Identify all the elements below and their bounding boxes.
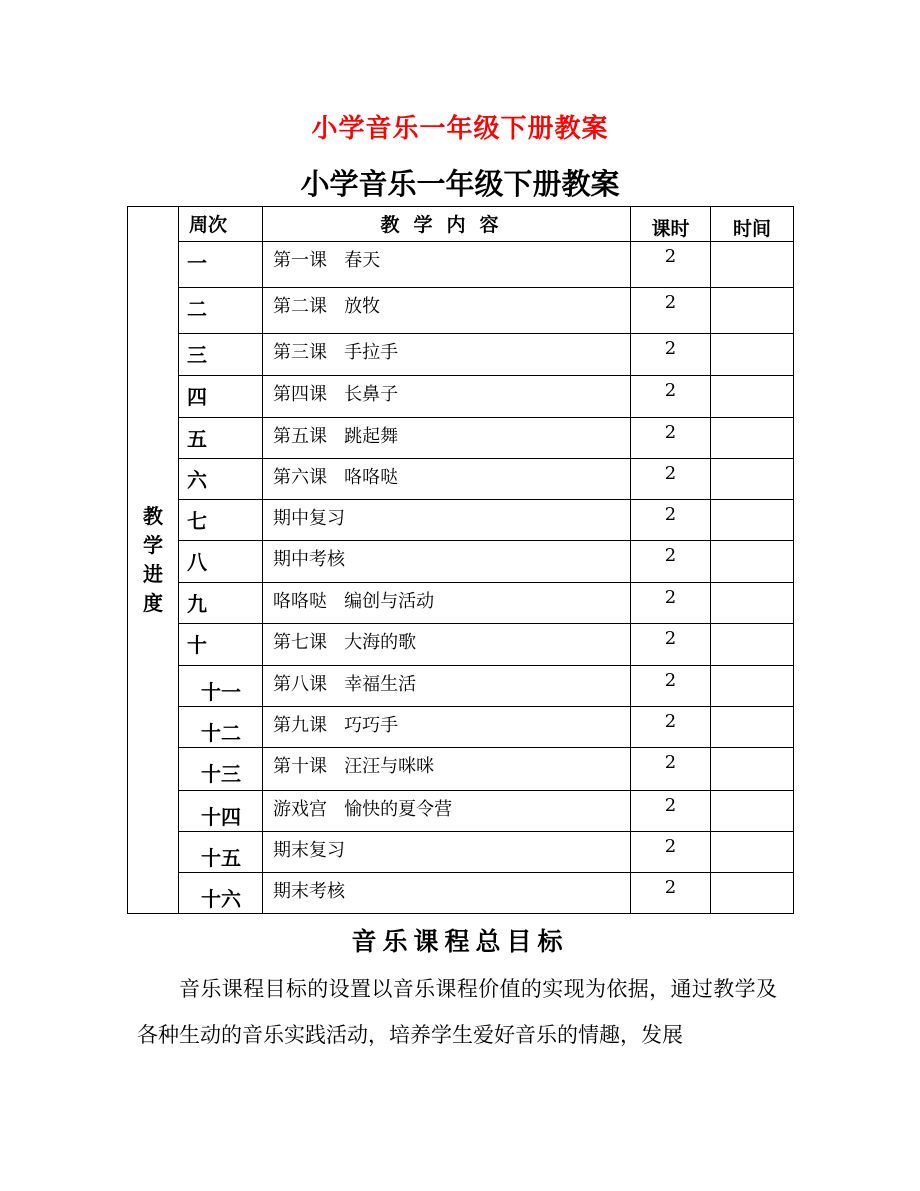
- section-title: 音乐课程总目标: [351, 927, 569, 956]
- table-row: [128, 748, 794, 790]
- content-cell: 咯咯哒 编创与活动: [263, 583, 631, 624]
- content-cell: 第十课 汪汪与咪咪: [263, 748, 631, 790]
- time-cell: [711, 666, 794, 707]
- time-cell: [711, 831, 794, 872]
- hours-cell: 2: [631, 872, 711, 913]
- table-row: [128, 242, 794, 288]
- table-row: [128, 707, 794, 748]
- table-row: [128, 583, 794, 624]
- content-cell: 第五课 跳起舞: [263, 417, 631, 458]
- table-row: [128, 417, 794, 458]
- content-cell: 第三课 手拉手: [263, 334, 631, 376]
- table-row: [128, 624, 794, 666]
- hours-cell: 2: [631, 334, 711, 376]
- week-cell: 十六: [179, 872, 263, 913]
- content-cell: 期中考核: [263, 540, 631, 582]
- time-cell: [711, 790, 794, 831]
- week-cell: 十一: [179, 666, 263, 707]
- header-hours: 课时: [631, 207, 711, 242]
- hours-cell: 2: [631, 583, 711, 624]
- content-cell: 期末考核: [263, 872, 631, 913]
- table-row: [128, 540, 794, 582]
- body-paragraph: 音乐课程目标的设置以音乐课程价值的实现为依据，通过教学及各种生动的音乐实践活动，培养学生爱好音乐的情趣，发展: [137, 977, 777, 1047]
- content-cell: 期中复习: [263, 499, 631, 540]
- table-row: [128, 790, 794, 831]
- table-row: [128, 376, 794, 417]
- time-cell: [711, 707, 794, 748]
- table-row: [128, 288, 794, 334]
- week-cell: 十: [179, 624, 263, 666]
- table-title: 小学音乐一年级下册教案: [300, 167, 620, 201]
- hours-cell: 2: [631, 417, 711, 458]
- table-row: [128, 334, 794, 376]
- time-cell: [711, 376, 794, 417]
- week-cell: 二: [179, 288, 263, 334]
- week-cell: 十四: [179, 790, 263, 831]
- table-row: [128, 499, 794, 540]
- table-row: [128, 872, 794, 913]
- time-cell: [711, 583, 794, 624]
- week-cell: 三: [179, 334, 263, 376]
- week-cell: 四: [179, 376, 263, 417]
- time-cell: [711, 499, 794, 540]
- time-cell: [711, 288, 794, 334]
- time-cell: [711, 872, 794, 913]
- hours-cell: 2: [631, 624, 711, 666]
- hours-cell: 2: [631, 831, 711, 872]
- content-cell: 第六课 咯咯哒: [263, 458, 631, 499]
- hours-cell: 2: [631, 288, 711, 334]
- teaching-progress-label: 教 学 进 度: [128, 207, 179, 914]
- header-time: 时间: [711, 207, 794, 242]
- week-cell: 八: [179, 540, 263, 582]
- week-cell: 七: [179, 499, 263, 540]
- week-cell: 一: [179, 242, 263, 288]
- time-cell: [711, 334, 794, 376]
- week-cell: 五: [179, 417, 263, 458]
- week-cell: 十三: [179, 748, 263, 790]
- document-red-title: 小学音乐一年级下册教案: [311, 114, 609, 144]
- content-cell: 第二课 放牧: [263, 288, 631, 334]
- content-cell: 第四课 长鼻子: [263, 376, 631, 417]
- time-cell: [711, 624, 794, 666]
- content-cell: 期末复习: [263, 831, 631, 872]
- content-cell: 第一课 春天: [263, 242, 631, 288]
- week-cell: 六: [179, 458, 263, 499]
- teaching-schedule-table: [127, 206, 794, 914]
- content-cell: 第八课 幸福生活: [263, 666, 631, 707]
- time-cell: [711, 748, 794, 790]
- content-cell: 第九课 巧巧手: [263, 707, 631, 748]
- table-header-row: [128, 207, 794, 242]
- time-cell: [711, 458, 794, 499]
- table-row: [128, 666, 794, 707]
- week-cell: 九: [179, 583, 263, 624]
- content-cell: 第七课 大海的歌: [263, 624, 631, 666]
- hours-cell: 2: [631, 540, 711, 582]
- hours-cell: 2: [631, 458, 711, 499]
- hours-cell: 2: [631, 790, 711, 831]
- header-content: 教学内容: [263, 207, 631, 242]
- time-cell: [711, 540, 794, 582]
- hours-cell: 2: [631, 748, 711, 790]
- week-cell: 十二: [179, 707, 263, 748]
- time-cell: [711, 242, 794, 288]
- hours-cell: 2: [631, 666, 711, 707]
- hours-cell: 2: [631, 707, 711, 748]
- table-row: [128, 831, 794, 872]
- content-cell: 游戏宫 愉快的夏令营: [263, 790, 631, 831]
- table-row: [128, 458, 794, 499]
- header-week: 周次: [179, 207, 263, 242]
- time-cell: [711, 417, 794, 458]
- hours-cell: 2: [631, 499, 711, 540]
- hours-cell: 2: [631, 242, 711, 288]
- hours-cell: 2: [631, 376, 711, 417]
- week-cell: 十五: [179, 831, 263, 872]
